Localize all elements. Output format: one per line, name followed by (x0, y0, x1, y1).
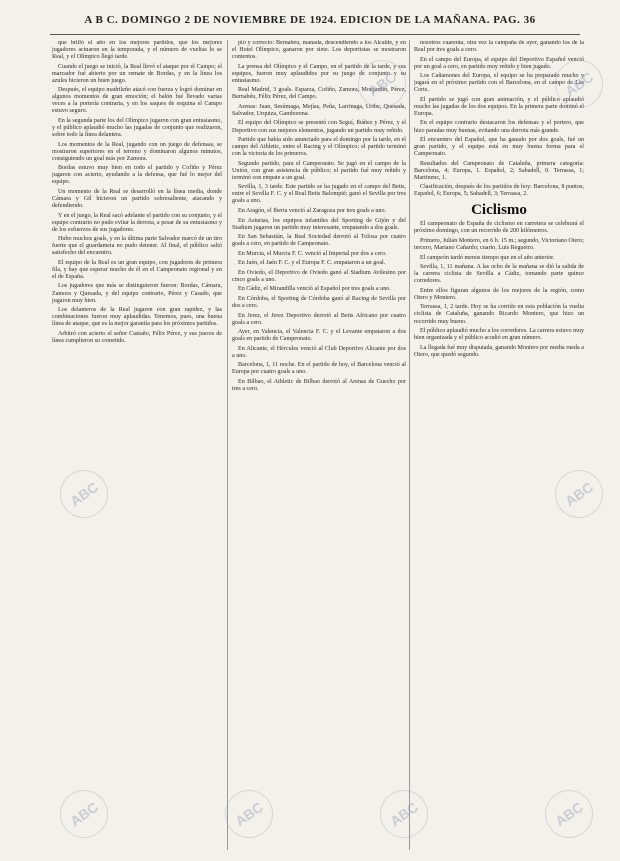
column-1 (52, 40, 222, 852)
article-paragraph: En San Sebastián, la Real Sociedad derrotó al Tolosa por cuatro goals a cero, en partido de Campeonato. (232, 234, 406, 248)
article-paragraph: Arbitró con acierto el señor Castaño, Félix Pérez, y sus jueces de línea cumplieron su cometido. (52, 330, 222, 344)
article-paragraph: pio y correcto: Bernabéu, manada, descendiendo a los Alcalde, y en el Hotel Olímpico, ganaron por siete. Los deportistas se mostraron contentos. (232, 40, 406, 61)
article-paragraph: Segundo partido, para el Campeonato. Se jugó en el campo de la Unión, con gran asistencia de público; el partido fué muy reñido y terminó con empate a un goal. (232, 160, 406, 181)
abc-watermark-stamp: ABC (546, 461, 613, 528)
article-paragraph: La prensa del Olímpico y el Campo, en el partido de la tarde, y sus equipos, fueron muy aplaudidos por su juego de conjunto y su entusiasmo. (232, 63, 406, 84)
article-paragraph: Resultados del Campeonato de Cataluña, primera categoría: Barcelona, 4; Europa, 1. Español, 2; Sabadell, 0. Terrassa, 1; Martinenc, 1. (414, 160, 584, 181)
column-divider-1 (227, 40, 228, 850)
article-paragraph: En Alicante, el Hércules venció al Club Deportivo Alicante por dos a uno. (232, 345, 406, 359)
article-paragraph: Un momento de la Real se desarrolló en la línea media, donde Cámara y Gil hicieron un partido sobresaliente, atacando y defendiendo. (52, 188, 222, 209)
article-paragraph: Y en el juego, la Real sacó adelante el partido con su conjunto, y el equipo contrario no pudo evitar la derrota, a pesar de su entusiasmo y de los esfuerzos de sus jugadores. (52, 212, 222, 233)
article-paragraph: Arenas: Juan, Sesúmaga, Mejías, Peña, Larrinaga, Uribe, Quesada, Salvador, Urquiza, Gamborena. (232, 103, 406, 117)
column-divider-2 (409, 40, 410, 850)
article-paragraph: En Murcia, el Murcia F. C. venció al Imperial por dos a cero. (238, 250, 387, 257)
column-2 (232, 40, 406, 852)
article-paragraph: Real Madrid, 3 goals. Esparza, Cofiño, Zamora, Monjardín, Pérez, Bernabéu, Félix Pérez, del Campo. (232, 87, 406, 101)
abc-watermark-stamp: ABC (349, 51, 416, 118)
article-paragraph: Los Cañamones del Europa, el equipo se ha preparado mucho y jugará en el próximo partido con el Barcelona, en el campo de Las Corts. (414, 73, 584, 94)
article-paragraph: Sevilla, 1, 3 tarde. Este partido se ha jugado en el campo del Betis, entre el Sevilla F. C. y el Real Betis Balompié; ganó el Sevilla por tres goals a uno. (232, 184, 406, 205)
article-paragraph: En Oviedo, el Deportivo de Oviedo ganó al Stadium Avilesino por cinco goals a uno. (232, 269, 406, 283)
article-paragraph: En Asturias, los equipos infantiles del Sporting de Gijón y del Stadium jugaron un partido muy interesante, empatando a dos goals. (232, 217, 406, 231)
article-paragraph: El equipo de la Real es un gran equipo, con jugadores de primera fila, y hay que esperar mucho de él en el Campeonato regional y en el de España. (52, 259, 222, 280)
article-paragraph: La llegada fué muy disputada, ganando Montero por media rueda a Otero, que quedó segundo. (414, 344, 584, 358)
abc-watermark-stamp: ABC (546, 51, 613, 118)
article-paragraph: Clasificación, después de los partidos de hoy: Barcelona, 8 puntos; Español, 6; Europa, 5; Sabadell, 3; Terrassa, 2. (414, 184, 584, 198)
article-paragraph: Terrassa, 1, 2 tarde. Hoy se ha corrido en esta población la vuelta ciclista de Cataluña, ganando Ricardo Montero, que hizo un recorrido muy bueno. (414, 304, 584, 325)
abc-watermark-stamp: ABC (216, 781, 283, 848)
article-paragraph: que brilló el año en los mejores partidos, que los mejores jugadores actuaron en la temporada, y el número de vueltas lo se Real, y el Olímpico llegó tarde. (52, 40, 222, 61)
article-paragraph: Barcelona, 1, 11 noche. En el partido de hoy, el Barcelona venció al Europa por cuatro goals a uno. (232, 362, 406, 376)
article-paragraph: El partido se jugó con gran animación, y el público aplaudió mucho las jugadas de los dos equipos. En la primera parte dominó el Europa. (414, 96, 584, 117)
article-paragraph: Primero, Julián Montero, en 6 h. 15 m.; segundo, Victoriano Otero; tercero, Mariano Cañardo; cuarto, Luis Regueiro. (414, 238, 584, 252)
article-paragraph: El encuentro del Español, que ha ganado por dos goals, fué un gran partido, y el equipo está en muy buena forma para el Campeonato. (414, 137, 584, 158)
article-paragraph: En Aragón, el Iberia venció al Zaragoza por tres goals a uno. (238, 207, 387, 214)
article-paragraph: Ayer, en Valencia, el Valencia F. C. y el Levante empataron a dos goals en partido de Campeonato. (232, 329, 406, 343)
abc-watermark-stamp: ABC (536, 781, 603, 848)
abc-watermark-stamp: ABC (371, 781, 438, 848)
article-paragraph: Los momentos de la Real, jugando con un juego de defensas, se mostraron superiores en el terreno y dominaron algunos minutos, consiguiendo un goal más por Zamora. (52, 141, 222, 162)
article-paragraph: Los jugadores que más se distinguieron fueron: Bordas, Cámara, Zamora y Quesada, y del equipo contrario, Pérez y Casado, que jugaron muy bien. (52, 283, 222, 304)
article-paragraph: En Córdoba, el Sporting de Córdoba ganó al Racing de Sevilla por dos a cero. (232, 295, 406, 309)
article-paragraph: El campeonato de España de ciclismo en carretera se celebrará el próximo domingo, con un recorrido de 200 kilómetros. (414, 221, 584, 235)
article-paragraph: El público aplaudió mucho a los corredores. La carrera estuvo muy bien organizada y el público acudió en gran número. (414, 328, 584, 342)
article-paragraph: En el campo del Europa, el equipo del Deportivo Español venció por un goal a cero, en partido muy reñido y bien jugado. (414, 56, 584, 70)
article-paragraph: En Jerez, el Jerez Deportivo derrotó al Betis Africano por cuatro goals a cero. (232, 312, 406, 326)
article-paragraph: En Bilbao, el Athletic de Bilbao derrotó al Arenas de Guecho por tres a cero. (232, 378, 406, 392)
article-paragraph: Los delanteros de la Real jugaron con gran rapidez, y las combinaciones fueron muy aplaudidas. Tenemos, pues, una buena línea de ataque, que es la mejor garantía para los próximos partidos. (52, 307, 222, 328)
header-rule (50, 34, 580, 35)
article-paragraph: Entre ellos figuran algunos de los mejores de la región, como Otero y Montero. (414, 287, 584, 301)
article-paragraph: En Jaén, el Jaén F. C. y el Europa F. C. empataron a un goal. (238, 260, 386, 267)
article-paragraph: El campeón tardó menos tiempo que en el año anterior. (420, 254, 555, 261)
article-paragraph: En la segunda parte los del Olímpico jugaron con gran entusiasmo, y el público aplaudió mucho las jugadas de conjunto que realizaron, sobre todo la línea delantera. (52, 117, 222, 139)
article-paragraph: Después, el equipo madrileño atacó con fuerza y logró dominar en algunos momentos de gran emoción; el balón fué llevado varias veces a la portería contraria, y en los saques de esquina el Campo estuvo seguro. (52, 87, 222, 115)
section-heading: Ciclismo (471, 202, 527, 219)
abc-watermark-stamp: ABC (51, 781, 118, 848)
article-paragraph: Sevilla, 1, 11 mañana. A las ocho de la mañana se dió la salida de la carrera ciclista de Sevilla a Cádiz, tomando parte quince corredores. (414, 264, 584, 285)
article-paragraph: El equipo del Olímpico se presentó con Seguí, Ibáñez y Pérez, y el Deportivo con sus mejores elementos, jugando un partido muy reñido. (232, 120, 406, 134)
article-paragraph: Bordas estuvo muy bien en todo el partido y Cofiño y Pérez jugaron con acierto, ayudando a la defensa, que fué lo mejor del equipo. (52, 165, 222, 186)
article-paragraph: Hubo muchos goals, y en la última parte Salvador marcó de un tiro fuerte que el guardameta no pudo detener. Al final, el público salió satisfecho del encuentro. (52, 236, 222, 257)
article-paragraph: Cuando el juego se inició, la Real llevó el ataque por el Campo; el marcador fué abierto por un remate de Bordas, y en la línea los azules hicieron un buen juego. (52, 63, 222, 84)
abc-watermark-stamp: ABC (51, 461, 118, 528)
column-3 (414, 40, 584, 852)
article-paragraph: En el equipo contrario destacaron los defensas y el portero, que hizo paradas muy buenas, evitando una derrota más grande. (414, 120, 584, 134)
article-paragraph: nosotros cuarenta, otra vez la campaña de ayer, ganando los de la Real por tres goals a cero. (414, 40, 584, 54)
running-head: A B C. DOMINGO 2 DE NOVIEMBRE DE 1924. EDICION DE LA MAÑANA. PAG. 36 (84, 14, 536, 26)
article-paragraph: Partido que había sido anunciado para el domingo por la tarde, en el campo del Athletic, entre el Racing y el Olímpico; el partido terminó con la victoria de los primeros. (232, 137, 406, 158)
article-paragraph: En Cádiz, el Mirandilla venció al Español por tres goals a uno. (238, 286, 391, 293)
